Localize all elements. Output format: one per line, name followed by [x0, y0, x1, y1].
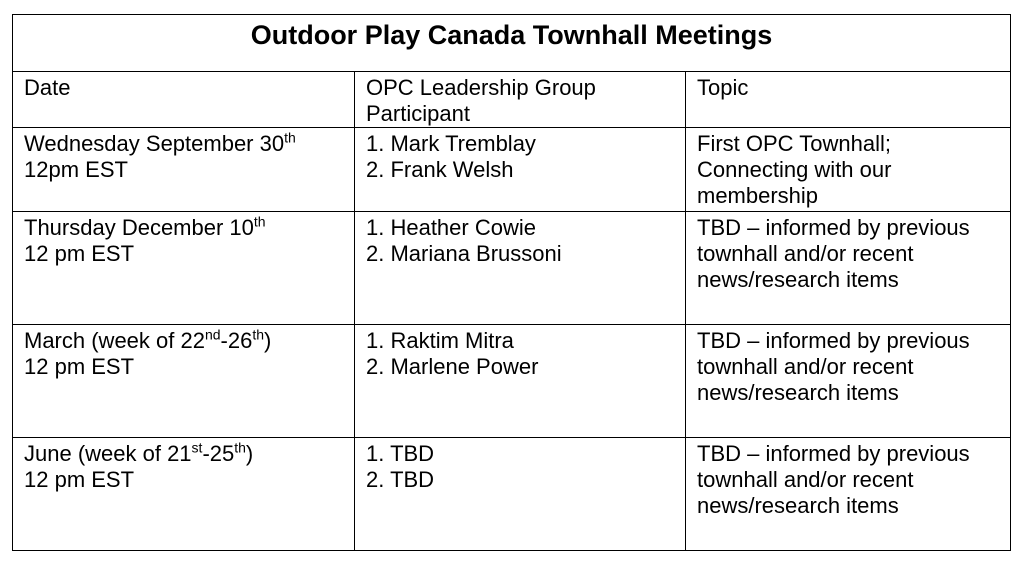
- table-row: [13, 438, 1011, 551]
- date-suffix: th: [284, 129, 296, 146]
- date-main: June (week of 21: [24, 441, 192, 466]
- participant-cell: [355, 212, 686, 325]
- topic-text: TBD – informed by previous townhall and/or recent news/research items: [697, 328, 970, 405]
- title-row: [13, 15, 1011, 72]
- date-suffix-2: th: [234, 439, 246, 456]
- header-participant: [355, 72, 686, 128]
- topic-text: TBD – informed by previous townhall and/or recent news/research items: [697, 215, 970, 292]
- date-text: [24, 215, 343, 241]
- date-suffix: st: [191, 439, 203, 456]
- header-row: [13, 72, 1011, 128]
- participant-1: 1. Mark Tremblay: [366, 131, 536, 156]
- date-main: Wednesday September 30: [24, 131, 285, 156]
- date-main: March (week of 22: [24, 328, 205, 353]
- participant-1: 1. TBD: [366, 441, 435, 466]
- participant-cell: [355, 438, 686, 551]
- table-row: [13, 212, 1011, 325]
- participant-2: 2. Marlene Power: [366, 354, 539, 379]
- participant-2: 2. Mariana Brussoni: [366, 241, 562, 266]
- date-range-end: -25: [202, 441, 235, 466]
- date-text: [24, 131, 343, 157]
- date-suffix-2: th: [252, 326, 265, 343]
- date-close: ): [264, 328, 272, 353]
- date-main: Thursday December 10: [24, 215, 254, 240]
- topic-cell: [686, 128, 1011, 212]
- date-text: [24, 441, 343, 467]
- participant-2: 2. Frank Welsh: [366, 157, 514, 182]
- date-cell: [13, 438, 355, 551]
- participant-2: 2. TBD: [366, 467, 435, 492]
- date-text: [24, 328, 343, 354]
- date-suffix: nd: [204, 326, 221, 343]
- header-participant-label: OPC Leadership Group Participant: [366, 75, 596, 126]
- time-text: 12 pm EST: [24, 354, 135, 379]
- time-text: 12 pm EST: [24, 241, 135, 266]
- topic-text: TBD – informed by previous townhall and/or recent news/research items: [697, 441, 970, 518]
- participant-1: 1. Heather Cowie: [366, 215, 536, 240]
- participant-cell: [355, 325, 686, 438]
- topic-text: First OPC Townhall; Connecting with our membership: [697, 131, 892, 208]
- time-text: 12pm EST: [24, 157, 128, 182]
- date-close: ): [245, 441, 254, 466]
- time-text: 12 pm EST: [24, 467, 135, 492]
- participant-cell: [355, 128, 686, 212]
- table-row: [13, 325, 1011, 438]
- table-title: Outdoor Play Canada Townhall Meetings: [13, 15, 1011, 72]
- townhall-schedule-table: [12, 14, 1011, 551]
- table-row: [13, 128, 1011, 212]
- header-topic: Topic: [686, 72, 1011, 128]
- topic-cell: [686, 438, 1011, 551]
- participant-1: 1. Raktim Mitra: [366, 328, 514, 353]
- topic-cell: [686, 212, 1011, 325]
- topic-cell: [686, 325, 1011, 438]
- date-cell: [13, 212, 355, 325]
- date-range-end: -26: [220, 328, 253, 353]
- header-date: Date: [13, 72, 355, 128]
- date-suffix: th: [253, 213, 266, 230]
- date-cell: [13, 325, 355, 438]
- date-cell: [13, 128, 355, 212]
